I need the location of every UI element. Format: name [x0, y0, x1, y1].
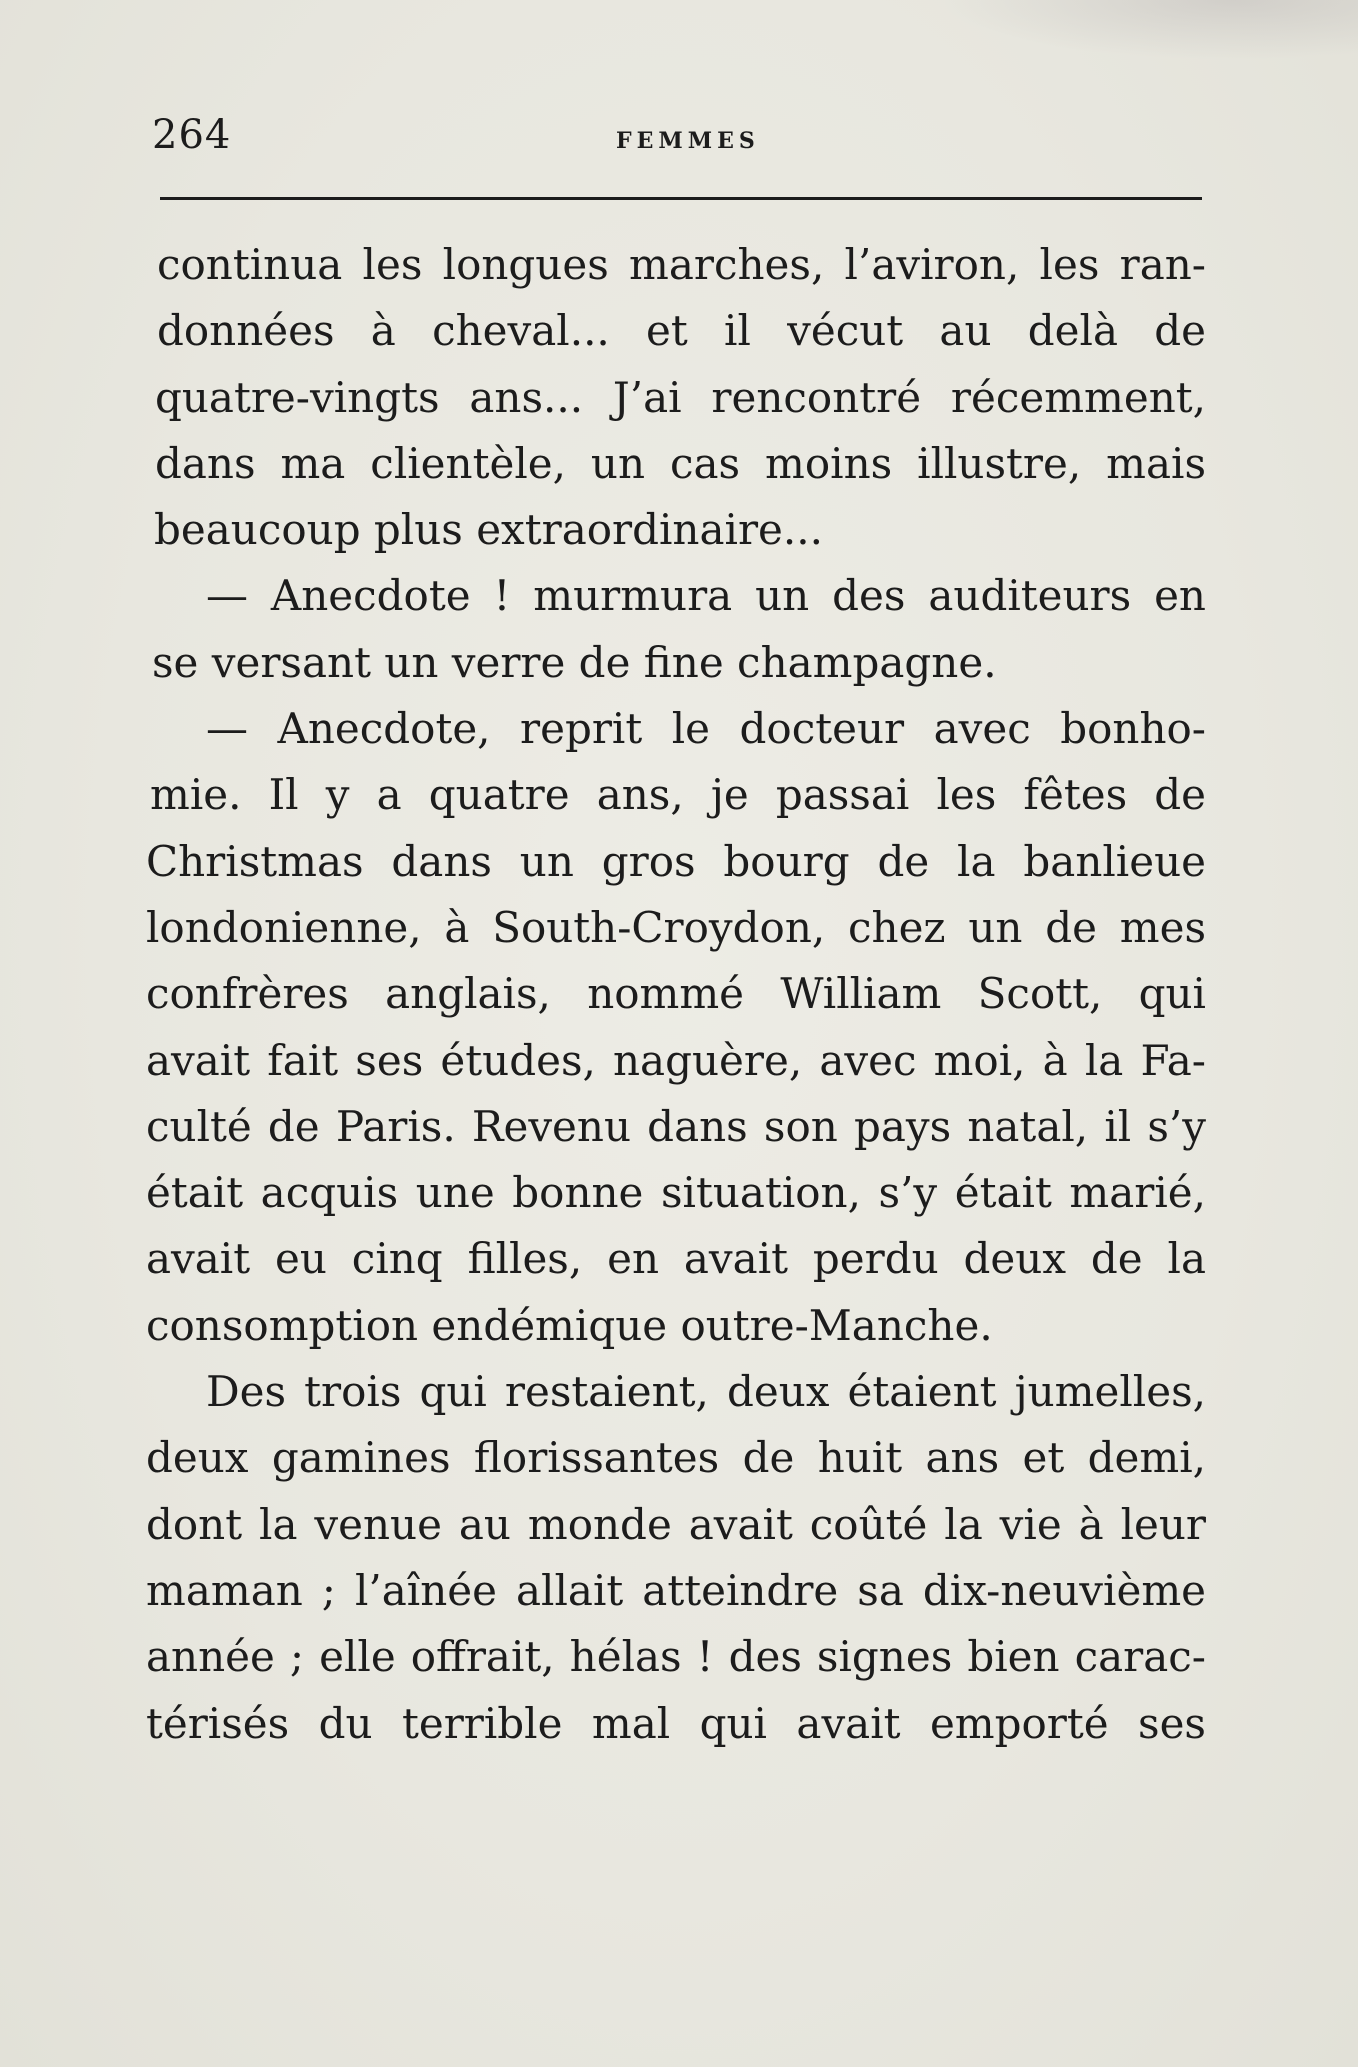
text-line: mie. Il y a quatre ans, je passai les fêtes de	[150, 770, 1206, 820]
text-line: Christmas dans un gros bourg de la banlieue	[146, 836, 1206, 886]
text-line: consomption endémique outre-Manche.	[146, 1300, 993, 1350]
text-line: londonienne, à South-Croydon, chez un de mes	[146, 902, 1206, 952]
text-line: année ; elle offrait, hélas ! des signes bien carac-	[146, 1632, 1206, 1682]
text-line: térisés du terrible mal qui avait emporté ses	[146, 1698, 1206, 1748]
text-line: était acquis une bonne situation, s’y était marié,	[146, 1168, 1206, 1218]
page-header	[152, 112, 1202, 172]
body-text	[146, 232, 1206, 1757]
text-line: beaucoup plus extraordinaire...	[154, 505, 823, 555]
text-line: — Anecdote, reprit le docteur avec bonho-	[206, 704, 1206, 754]
text-line: dans ma clientèle, un cas moins illustre, mais	[155, 438, 1206, 488]
text-line: avait fait ses études, naguère, avec moi, à la Fa-	[146, 1035, 1206, 1085]
text-line: continua les longues marches, l’aviron, les ran-	[157, 240, 1206, 289]
text-line: confrères anglais, nommé William Scott, qui	[146, 969, 1206, 1019]
text-line: — Anecdote ! murmura un des auditeurs en	[206, 571, 1206, 621]
text-line: données à cheval... et il vécut au delà de	[157, 306, 1206, 356]
running-title: FEMMES	[616, 128, 760, 154]
text-line: quatre-vingts ans... J’ai rencontré récemment,	[155, 372, 1206, 422]
text-line: avait eu cinq filles, en avait perdu deux de la	[146, 1234, 1206, 1284]
text-line: Des trois qui restaient, deux étaient jumelles,	[206, 1367, 1206, 1417]
text-line: maman ; l’aînée allait atteindre sa dix-neuvième	[146, 1565, 1206, 1615]
text-line: deux gamines florissantes de huit ans et demi,	[146, 1433, 1206, 1483]
text-line: dont la venue au monde avait coûté la vie à leur	[146, 1499, 1206, 1549]
text-line: culté de Paris. Revenu dans son pays natal, il s’y	[146, 1101, 1206, 1151]
header-rule	[160, 197, 1202, 200]
page-stain	[938, 0, 1358, 60]
page-number: 264	[152, 112, 232, 158]
text-line: se versant un verre de fine champagne.	[152, 637, 997, 687]
